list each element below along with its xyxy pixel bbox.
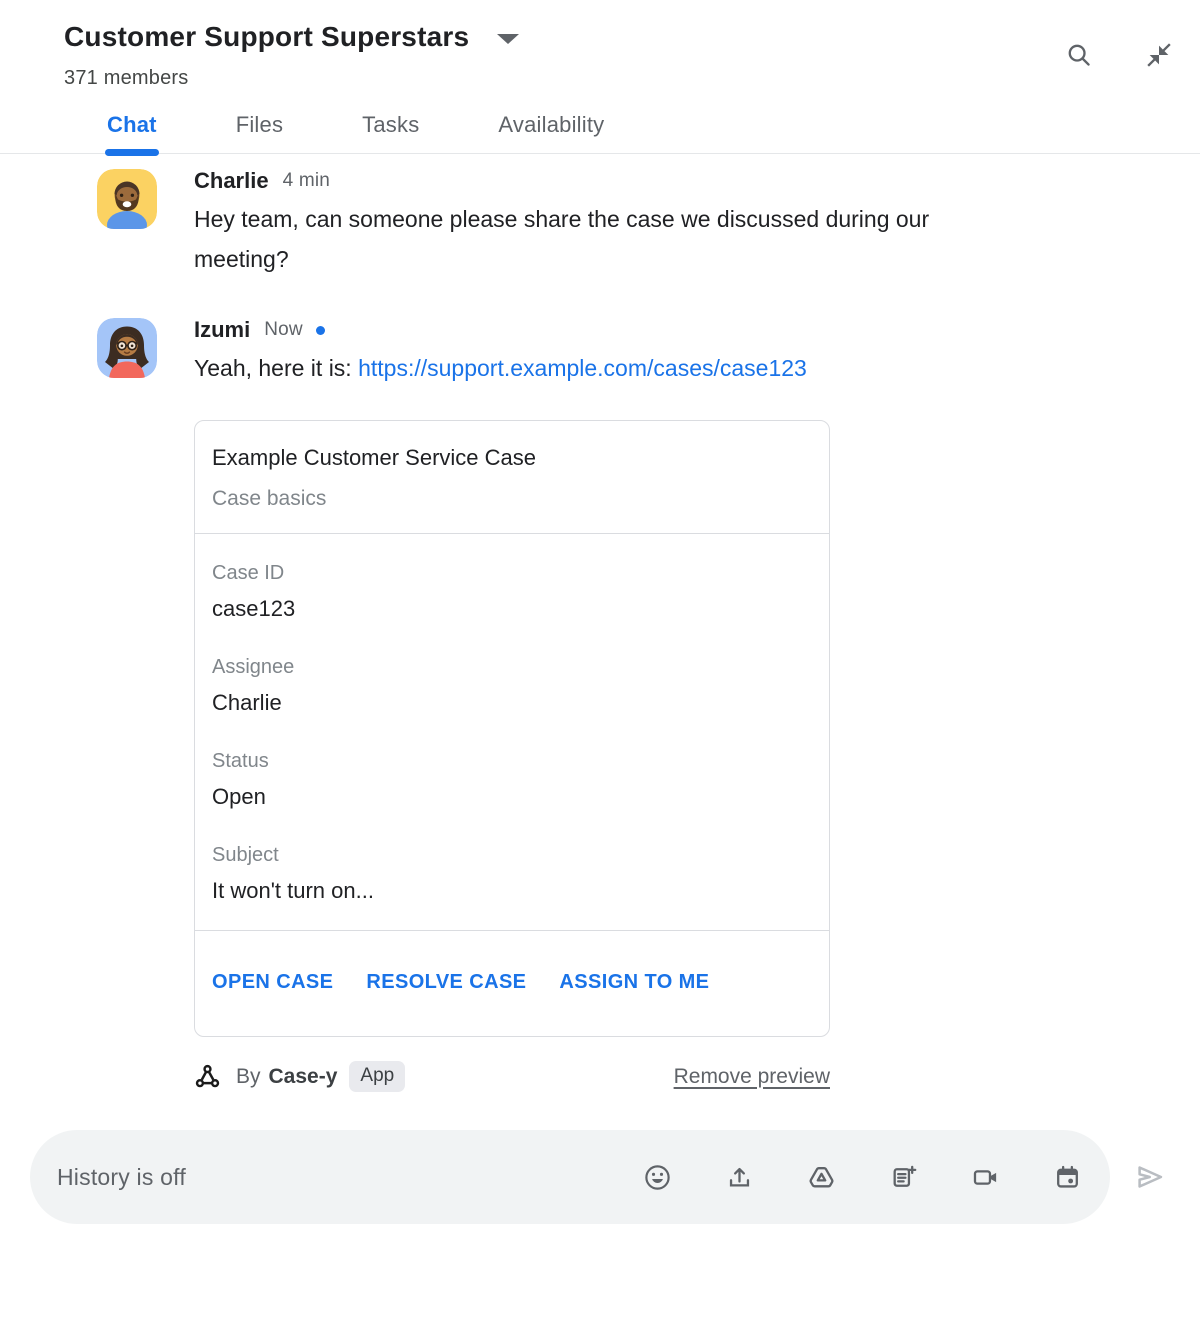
card-title: Example Customer Service Case bbox=[212, 445, 537, 470]
message-text: Hey team, can someone please share the case we discussed during our meeting? bbox=[194, 206, 930, 272]
message-timestamp: 4 min bbox=[282, 170, 331, 191]
field-label: Status bbox=[212, 750, 269, 772]
emoji-icon[interactable] bbox=[642, 1162, 672, 1192]
field-case-id bbox=[212, 560, 812, 624]
case-link[interactable]: https://support.example.com/cases/case123 bbox=[358, 355, 807, 381]
resolve-case-button[interactable]: RESOLVE CASE bbox=[366, 971, 527, 993]
composer-pill bbox=[30, 1130, 1110, 1224]
message-text-prefix: Yeah, here it is: bbox=[194, 355, 359, 381]
field-label: Subject bbox=[212, 844, 279, 866]
field-status bbox=[212, 748, 812, 812]
field-value: It won't turn on... bbox=[212, 878, 374, 903]
page-title: Customer Support Superstars bbox=[64, 21, 470, 52]
assign-to-me-button[interactable]: ASSIGN TO ME bbox=[559, 971, 710, 993]
app-name: Case-y bbox=[268, 1064, 338, 1088]
field-label: Assignee bbox=[212, 656, 295, 678]
app-badge: App bbox=[349, 1061, 405, 1092]
room-header bbox=[0, 0, 1200, 92]
by-label: By bbox=[236, 1064, 261, 1088]
message-composer bbox=[30, 1130, 1180, 1224]
field-value: case123 bbox=[212, 596, 296, 621]
avatar-izumi[interactable] bbox=[97, 318, 157, 378]
card-attribution bbox=[194, 1061, 830, 1092]
upload-icon[interactable] bbox=[724, 1162, 754, 1192]
field-value: Charlie bbox=[212, 690, 282, 715]
tab-files[interactable]: Files bbox=[235, 112, 284, 137]
presence-dot bbox=[316, 326, 325, 335]
message-text bbox=[194, 348, 807, 388]
video-icon[interactable] bbox=[970, 1162, 1000, 1192]
message-list bbox=[0, 154, 1200, 388]
tab-availability[interactable]: Availability bbox=[498, 112, 605, 137]
open-case-button[interactable]: OPEN CASE bbox=[212, 971, 334, 993]
avatar-charlie[interactable] bbox=[97, 169, 157, 229]
send-icon[interactable] bbox=[1134, 1161, 1166, 1193]
case-preview-card bbox=[194, 420, 830, 1037]
field-assignee bbox=[212, 654, 812, 718]
tab-chat[interactable]: Chat bbox=[107, 110, 157, 140]
search-icon[interactable] bbox=[1064, 40, 1094, 70]
sender-name[interactable]: Izumi bbox=[194, 317, 251, 342]
webhook-icon bbox=[194, 1063, 221, 1090]
note-add-icon[interactable] bbox=[888, 1162, 918, 1192]
message-timestamp: Now bbox=[264, 319, 303, 340]
calendar-icon[interactable] bbox=[1052, 1162, 1082, 1192]
tab-tasks[interactable]: Tasks bbox=[362, 112, 420, 137]
message-izumi bbox=[97, 315, 1200, 388]
tab-bar bbox=[0, 92, 1200, 154]
chevron-down-icon[interactable] bbox=[497, 34, 519, 44]
field-subject bbox=[212, 842, 812, 906]
drive-icon[interactable] bbox=[806, 1162, 836, 1192]
remove-preview-link[interactable]: Remove preview bbox=[673, 1064, 830, 1088]
field-label: Case ID bbox=[212, 562, 285, 584]
card-subtitle: Case basics bbox=[212, 487, 327, 510]
sender-name[interactable]: Charlie bbox=[194, 168, 269, 193]
message-charlie bbox=[97, 166, 1200, 279]
field-value: Open bbox=[212, 784, 266, 809]
message-input[interactable]: History is off bbox=[57, 1163, 186, 1190]
collapse-icon[interactable] bbox=[1144, 40, 1174, 70]
member-count: 371 members bbox=[64, 67, 189, 89]
